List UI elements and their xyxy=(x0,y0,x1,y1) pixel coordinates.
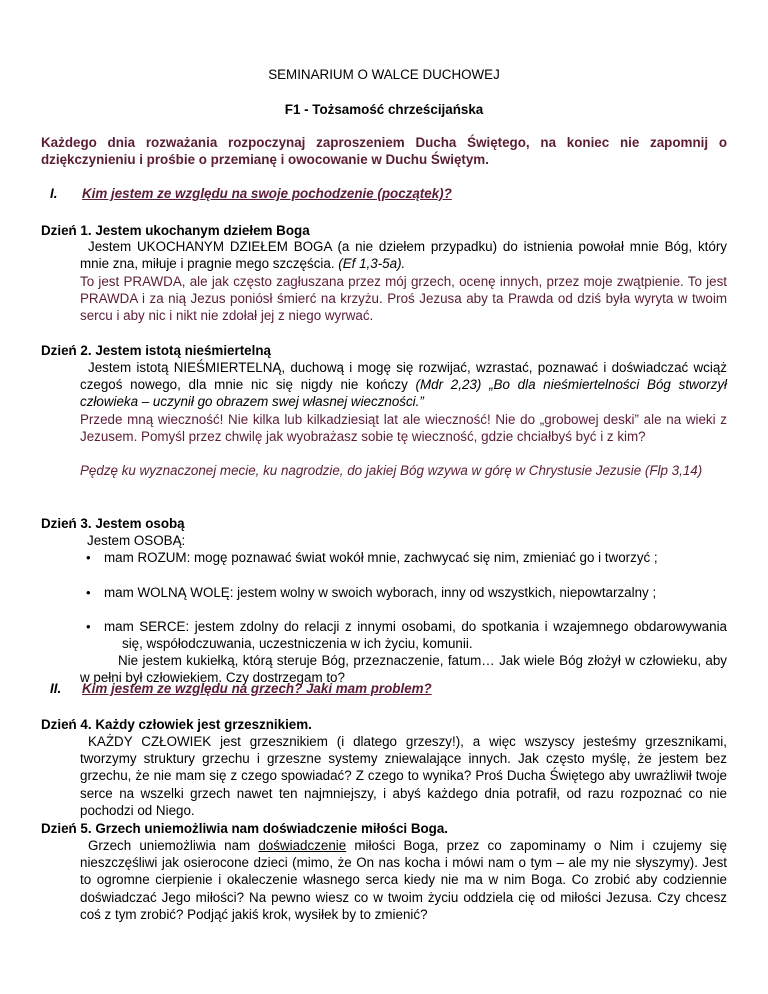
day-3-heading: Dzień 3. Jestem osobą xyxy=(41,516,185,531)
day-2-quote: (Mdr 2,23) „Bo dla nieśmiertelności Bóg stworzył człowieka – uczynił go obrazem swej własnej wieczności.” xyxy=(80,377,727,410)
section-2-number: II. xyxy=(50,681,62,696)
day-3-bullet-1: mam ROZUM: mogę poznawać świat wokół mnie, zachwycać się nim, zmieniać go i tworzyć ; xyxy=(104,550,658,565)
day-3-intro: Jestem OSOBĄ: xyxy=(87,533,186,548)
day-1-reference: (Ef 1,3-5a). xyxy=(338,256,406,272)
day-1-text xyxy=(80,238,727,272)
section-1-number: I. xyxy=(50,186,58,201)
intro-paragraph: Każdego dnia rozważania rozpoczynaj zaproszeniem Ducha Świętego, na koniec nie zapomnij o dziękczynieniu i prośbie o przemianę i owocowanie w Duchu Świętym. xyxy=(41,135,727,168)
day-2-heading: Dzień 2. Jestem istotą nieśmiertelną xyxy=(41,343,271,358)
day-1-body: Jestem UKOCHANYM DZIEŁEM BOGA (a nie dziełem przypadku) do istnienia powołał mnie Bóg, który mnie zna, miłuje i pragnie mego szczęścia. xyxy=(80,239,727,272)
bullet-icon: • xyxy=(86,550,91,565)
section-2-heading xyxy=(50,680,432,697)
day-5-emphasis: doświadczenie xyxy=(258,838,347,853)
section-1-heading xyxy=(50,185,452,202)
section-2-title: Kim jestem ze względu na grzech? Jaki mam problem? xyxy=(82,681,432,696)
day-1-reflection: To jest PRAWDA, ale jak często zagłuszana przez mój grzech, ocenę innych, przez moje zwątpienie. To jest PRAWDA i za nią Jezus poniósł śmierć na krzyżu. Proś Jezusa aby ta Prawda od dziś była wyryta w twoim sercu i aby nic i nikt nie zdołał jej z niego wyrwać. xyxy=(80,274,727,324)
document-title: SEMINARIUM O WALCE DUCHOWEJ xyxy=(268,67,500,82)
bullet-icon: • xyxy=(86,619,91,634)
day-1-heading: Dzień 1. Jestem ukochanym dziełem Boga xyxy=(41,223,310,238)
day-4-text: KAŻDY CZŁOWIEK jest grzesznikiem (i dlatego grzeszy!), a więc wszyscy jesteśmy grzesznikami, tworzymy struktury grzechu i grzeszne systemy zniewalające innych. Jak często myślę, że jestem bez grzechu, że nie mam się z czego spowiadać? Z czego to wynika? Proś Ducha Świętego aby uwrażliwił twoje serce na wszelki grzech nawet ten najmniejszy, i abyś każdego dnia potrafił, od razu rozpoznać co nie pochodzi od Niego. xyxy=(80,734,727,818)
day-3-closing: Nie jestem kukiełką, którą steruje Bóg, przeznaczenie, fatum… Jak wiele Bóg złożył w człowieku, aby w pełni był człowiekiem. Czy dostrzegam to? xyxy=(80,653,727,686)
day-5-text xyxy=(80,837,727,923)
day-4-heading: Dzień 4. Każdy człowiek jest grzesznikiem. xyxy=(41,717,312,732)
day-5-heading: Dzień 5. Grzech uniemożliwia nam doświadczenie miłości Boga. xyxy=(41,821,449,836)
day-2-verse: Pędzę ku wyznaczonej mecie, ku nagrodzie, do jakiej Bóg wzywa w górę w Chrystusie Jezusie (Flp 3,14) xyxy=(80,463,703,478)
bullet-icon: • xyxy=(86,585,91,600)
day-2-text xyxy=(80,359,727,411)
day-3-bullet-2: mam WOLNĄ WOLĘ: jestem wolny w swoich wyborach, inny od wszystkich, niepowtarzalny ; xyxy=(104,585,657,600)
day-2-reflection: Przede mną wieczność! Nie kilka lub kilkadziesiąt lat ale wieczność! Nie do „grobowej deski” ale na wieki z Jezusem. Pomyśl przez chwilę jak wyobrażasz sobie tę wieczność, gdzie chciałbyś być i z kim? xyxy=(80,412,727,445)
day-5-body-start: Grzech uniemożliwia nam xyxy=(88,838,251,853)
document-subtitle: F1 - Tożsamość chrześcijańska xyxy=(284,102,484,117)
day-3-bullet-3: mam SERCE: jestem zdolny do relacji z innymi osobami, do spotkania i wzajemnego obdarowywania się, współodczuwania, uczestniczenia w ich życiu, komunii. xyxy=(104,619,727,652)
day-5-body-end: miłości Boga, przez co zapominamy o Nim i czujemy się nieszczęśliwi jak osierocone dzieci (mimo, że On nas kocha i mówi nam o tym – ale my nie słyszymy). Jest to ogromne cierpienie i okaleczenie własnego serca kiedy nie ma w nim Boga. Co zrobić aby codziennie doświadczać Jego miłości? Na pewno wiesz co w twoim życiu oddziela cię od miłości Jezusa. Czy chcesz coś z tym zrobić? Podjąć jakiś krok, wysiłek by to zmienić? xyxy=(80,838,727,922)
section-1-title: Kim jestem ze względu na swoje pochodzenie (początek)? xyxy=(82,186,452,201)
day-2-body: Jestem istotą NIEŚMIERTELNĄ, duchową i mogę się rozwijać, wzrastać, poznawać i doświadczać wciąż czegoś nowego, dla mnie nic się nigdy nie kończy xyxy=(80,360,727,393)
